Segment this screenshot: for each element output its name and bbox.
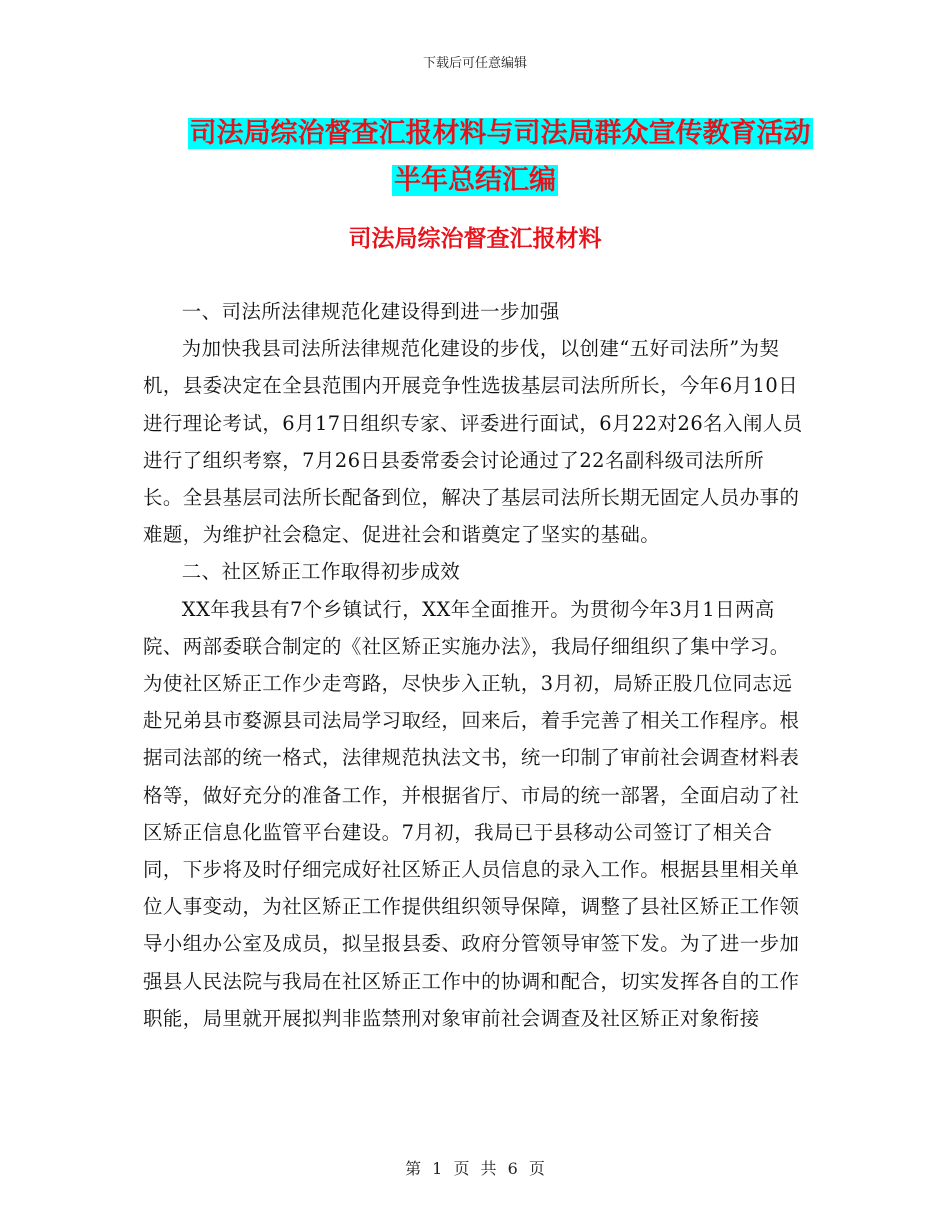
header-note: 下载后可任意编辑	[422, 56, 527, 71]
title-line-2: 半年总结汇编	[394, 165, 556, 196]
document-body	[143, 293, 803, 1037]
document-title	[0, 110, 950, 204]
page-footer: 第 1 页 共 6 页	[405, 1159, 545, 1178]
paragraph-2: XX年我县有7个乡镇试行，XX年全面推开。为贯彻今年3月1日两高院、两部委联合制定的《社区矫正实施办法》，我局仔细组织了集中学习。为使社区矫正工作少走弯路，尽快步入正轨，3月初，局矫正股几位同志远赴兄弟县市婺源县司法局学习取经，回来后，着手完善了相关工作程序。根据司法部的统一格式，法律规范执法文书，统一印制了审前社会调查材料表格等，做好充分的准备工作，并根据省厅、市局的统一部署，全面启动了社区矫正信息化监管平台建设。7月初，我局已于县移动公司签订了相关合同，下步将及时仔细完成好社区矫正人员信息的录入工作。根据县里相关单位人事变动，为社区矫正工作提供组织领导保障，调整了县社区矫正工作领导小组办公室及成员，拟呈报县委、政府分管领导审签下发。为了进一步加强县人民法院与我局在社区矫正工作中的协调和配合，切实发挥各自的工作职能，局里就开展拟判非监禁刑对象审前社会调查及社区矫正对象衔接	[143, 597, 800, 1030]
paragraph-1: 为加快我县司法所法律规范化建设的步伐，以创建“五好司法所”为契机，县委决定在全县范围内开展竞争性选拔基层司法所所长，今年6月10日进行理论考试，6月17日组织专家、评委进行面试，6月22对26名入闱人员进行了组织考察，7月26日县委常委会讨论通过了22名副科级司法所所长。全县基层司法所长配备到位，解决了基层司法所长期无固定人员办事的难题，为维护社会稳定、促进社会和谐奠定了坚实的基础。	[143, 337, 803, 547]
section-title: 司法局综治督查汇报材料	[348, 226, 602, 252]
title-line-1: 司法局综治督查汇报材料与司法局群众宣传教育活动	[189, 118, 811, 149]
heading-1: 一、司法所法律规范化建设得到进一步加强	[181, 300, 560, 323]
heading-2: 二、社区矫正工作取得初步成效	[181, 560, 461, 584]
